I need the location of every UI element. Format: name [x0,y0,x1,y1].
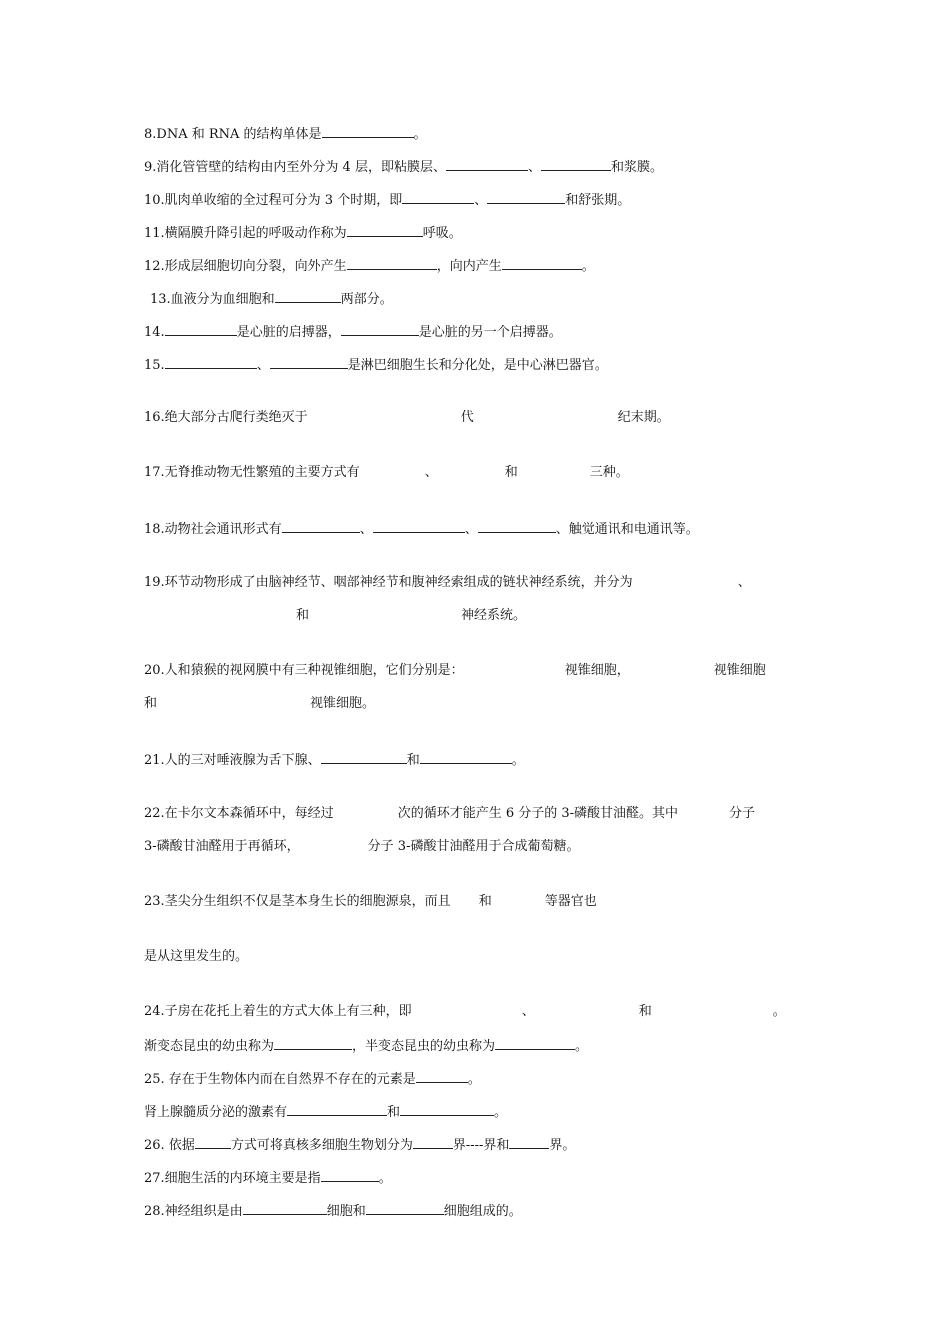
question-text: 11.横隔膜升降引起的呼吸动作称为 [144,226,347,241]
question-24 [144,1004,786,1020]
answer-blank[interactable] [165,323,237,336]
question-text: 呼吸。 [422,226,462,241]
question-text: 。 [581,259,595,274]
answer-blank[interactable] [270,356,348,369]
question-text: 分子 3-磷酸甘油醛用于合成葡萄糖。 [367,839,580,854]
question-text: 、触觉通讯和电通讯等。 [555,522,699,537]
question-text: 3-磷酸甘油醛用于再循环， [144,839,300,854]
question-text: 次的循环才能产生 6 分子的 3-磷酸甘油醛。其中 [397,806,679,821]
question-23-cont [144,949,248,965]
question-text: 21.人的三对唾液腺为舌下腺、 [144,753,321,768]
question-text: 和 [504,465,518,480]
question-text: 。 [772,1004,786,1019]
question-8 [144,125,427,143]
answer-blank[interactable] [321,751,407,764]
answer-blank[interactable] [446,158,528,171]
answer-blank[interactable] [195,1136,231,1149]
question-21 [144,751,525,769]
question-text: 界----界和 [452,1138,510,1153]
question-25 [144,1070,481,1088]
answer-blank[interactable] [322,125,414,138]
question-text: 。 [511,753,525,768]
question-text: ，向内产生 [436,259,502,274]
question-text: 8.DNA 和 RNA 的结构单体是 [144,127,322,142]
question-text: 24.子房在花托上着生的方式大体上有三种，即 [144,1004,412,1019]
answer-blank[interactable] [509,1136,549,1149]
question-27 [144,1169,392,1187]
question-text: 和 [478,894,492,909]
question-text: 16.绝大部分古爬行类绝灭于 [144,410,308,425]
question-text: 和 [387,1105,401,1120]
question-text: 和 [638,1004,652,1019]
question-9 [144,158,663,176]
question-text: 20.人和猿猴的视网膜中有三种视锥细胞，它们分别是： [144,663,464,678]
question-text: 9.消化管管壁的结构由内至外分为 4 层，即粘膜层、 [144,160,446,175]
question-22 [144,806,755,822]
answer-blank[interactable] [282,520,360,533]
question-text: 神经系统。 [461,608,527,623]
question-text: 是心脏的启搏器， [236,325,341,340]
question-text: 、 [464,522,478,537]
question-text: 、 [424,465,438,480]
question-text: 细胞和 [326,1204,366,1219]
question-text: 、 [521,1004,535,1019]
question-text: ，半变态昆虫的幼虫称为 [352,1039,496,1054]
question-26 [144,1136,575,1154]
question-text: 。 [467,1072,481,1087]
question-text: 、 [359,522,373,537]
answer-blank[interactable] [495,1037,575,1050]
question-text: 界。 [549,1138,576,1153]
answer-blank[interactable] [287,1103,387,1116]
question-text: 28.神经组织是由 [144,1204,243,1219]
question-text: 。 [378,1171,392,1186]
question-28 [144,1202,522,1220]
question-text: 视锥细胞。 [310,696,376,711]
question-text: 18.动物社会通讯形式有 [144,522,282,537]
answer-blank[interactable] [478,520,556,533]
question-text: 代 [460,410,474,425]
question-text: 12.形成层细胞切向分裂，向外产生 [144,259,347,274]
question-text: 视锥细胞 [713,663,766,678]
question-19 [144,575,751,591]
question-text: 和 [144,696,158,711]
answer-blank[interactable] [274,1037,352,1050]
answer-blank[interactable] [275,290,341,303]
question-text: 19.环节动物形成了由脑神经节、咽部神经节和腹神经索组成的链状神经系统，并分为 [144,575,633,590]
question-text: 是淋巴细胞生长和分化处，是中心淋巴器官。 [347,358,608,373]
answer-blank[interactable] [416,1070,468,1083]
answer-blank[interactable] [413,1136,453,1149]
question-text: 和浆膜。 [610,160,663,175]
question-text: 26. 依据 [144,1138,195,1153]
question-text: 、 [737,575,751,590]
question-16 [144,410,670,426]
question-text: 25. 存在于生物体内而在自然界不存在的元素是 [144,1072,416,1087]
question-text: 。 [494,1105,508,1120]
answer-blank[interactable] [165,356,257,369]
answer-blank[interactable] [347,224,423,237]
question-text: 和 [296,608,310,623]
question-17 [144,465,629,481]
answer-blank[interactable] [243,1202,327,1215]
answer-blank[interactable] [400,1103,494,1116]
question-20 [144,663,766,679]
answer-blank[interactable] [366,1202,444,1215]
question-19-cont [296,608,526,624]
question-text: 是心脏的另一个启搏器。 [418,325,562,340]
question-text: 10.肌肉单收缩的全过程可分为 3 个时期，即 [144,193,403,208]
question-10 [144,191,630,209]
question-text: 两部分。 [340,292,393,307]
question-text: 22.在卡尔文本森循环中，每经过 [144,806,334,821]
answer-blank[interactable] [420,751,512,764]
question-text: 肾上腺髓质分泌的激素有 [144,1105,288,1120]
question-11 [144,224,462,242]
question-text: 渐变态昆虫的幼虫称为 [144,1039,275,1054]
question-text: 17.无脊推动物无性繁殖的主要方式有 [144,465,360,480]
question-text: 视锥细胞， [564,663,630,678]
question-23 [144,894,597,910]
question-18 [144,520,699,538]
question-text: 分子 [729,806,756,821]
question-text: 细胞组成的。 [443,1204,522,1219]
question-text: 和 [406,753,420,768]
question-text: 方式可将真核多细胞生物划分为 [230,1138,413,1153]
question-22-cont [144,839,579,855]
question-text: 三种。 [589,465,629,480]
question-24-cont [144,1037,588,1055]
question-text: 、 [474,193,488,208]
answer-blank[interactable] [321,1169,379,1182]
answer-blank[interactable] [502,257,582,270]
question-text: 15. [144,358,165,373]
question-text: 等器官也 [544,894,597,909]
question-15 [144,356,608,374]
question-text: 、 [527,160,541,175]
question-text: 13.血液分为血细胞和 [150,292,275,307]
question-text: 、 [256,358,270,373]
question-text: 。 [413,127,427,142]
question-12 [144,257,595,275]
answer-blank[interactable] [487,191,565,204]
question-text: 27.细胞生活的内环境主要是指 [144,1171,321,1186]
answer-blank[interactable] [373,520,465,533]
question-text: 是从这里发生的。 [144,949,249,964]
answer-blank[interactable] [341,323,419,336]
answer-blank[interactable] [347,257,437,270]
question-text: 纪末期。 [617,410,670,425]
question-13 [150,290,393,308]
question-text: 23.茎尖分生组织不仅是茎本身生长的细胞源泉，而且 [144,894,451,909]
question-text: 14. [144,325,165,340]
question-text: 和舒张期。 [565,193,631,208]
question-20-cont [144,696,375,712]
answer-blank[interactable] [541,158,611,171]
question-text: 。 [575,1039,589,1054]
answer-blank[interactable] [402,191,474,204]
question-14 [144,323,562,341]
question-25-cont [144,1103,507,1121]
